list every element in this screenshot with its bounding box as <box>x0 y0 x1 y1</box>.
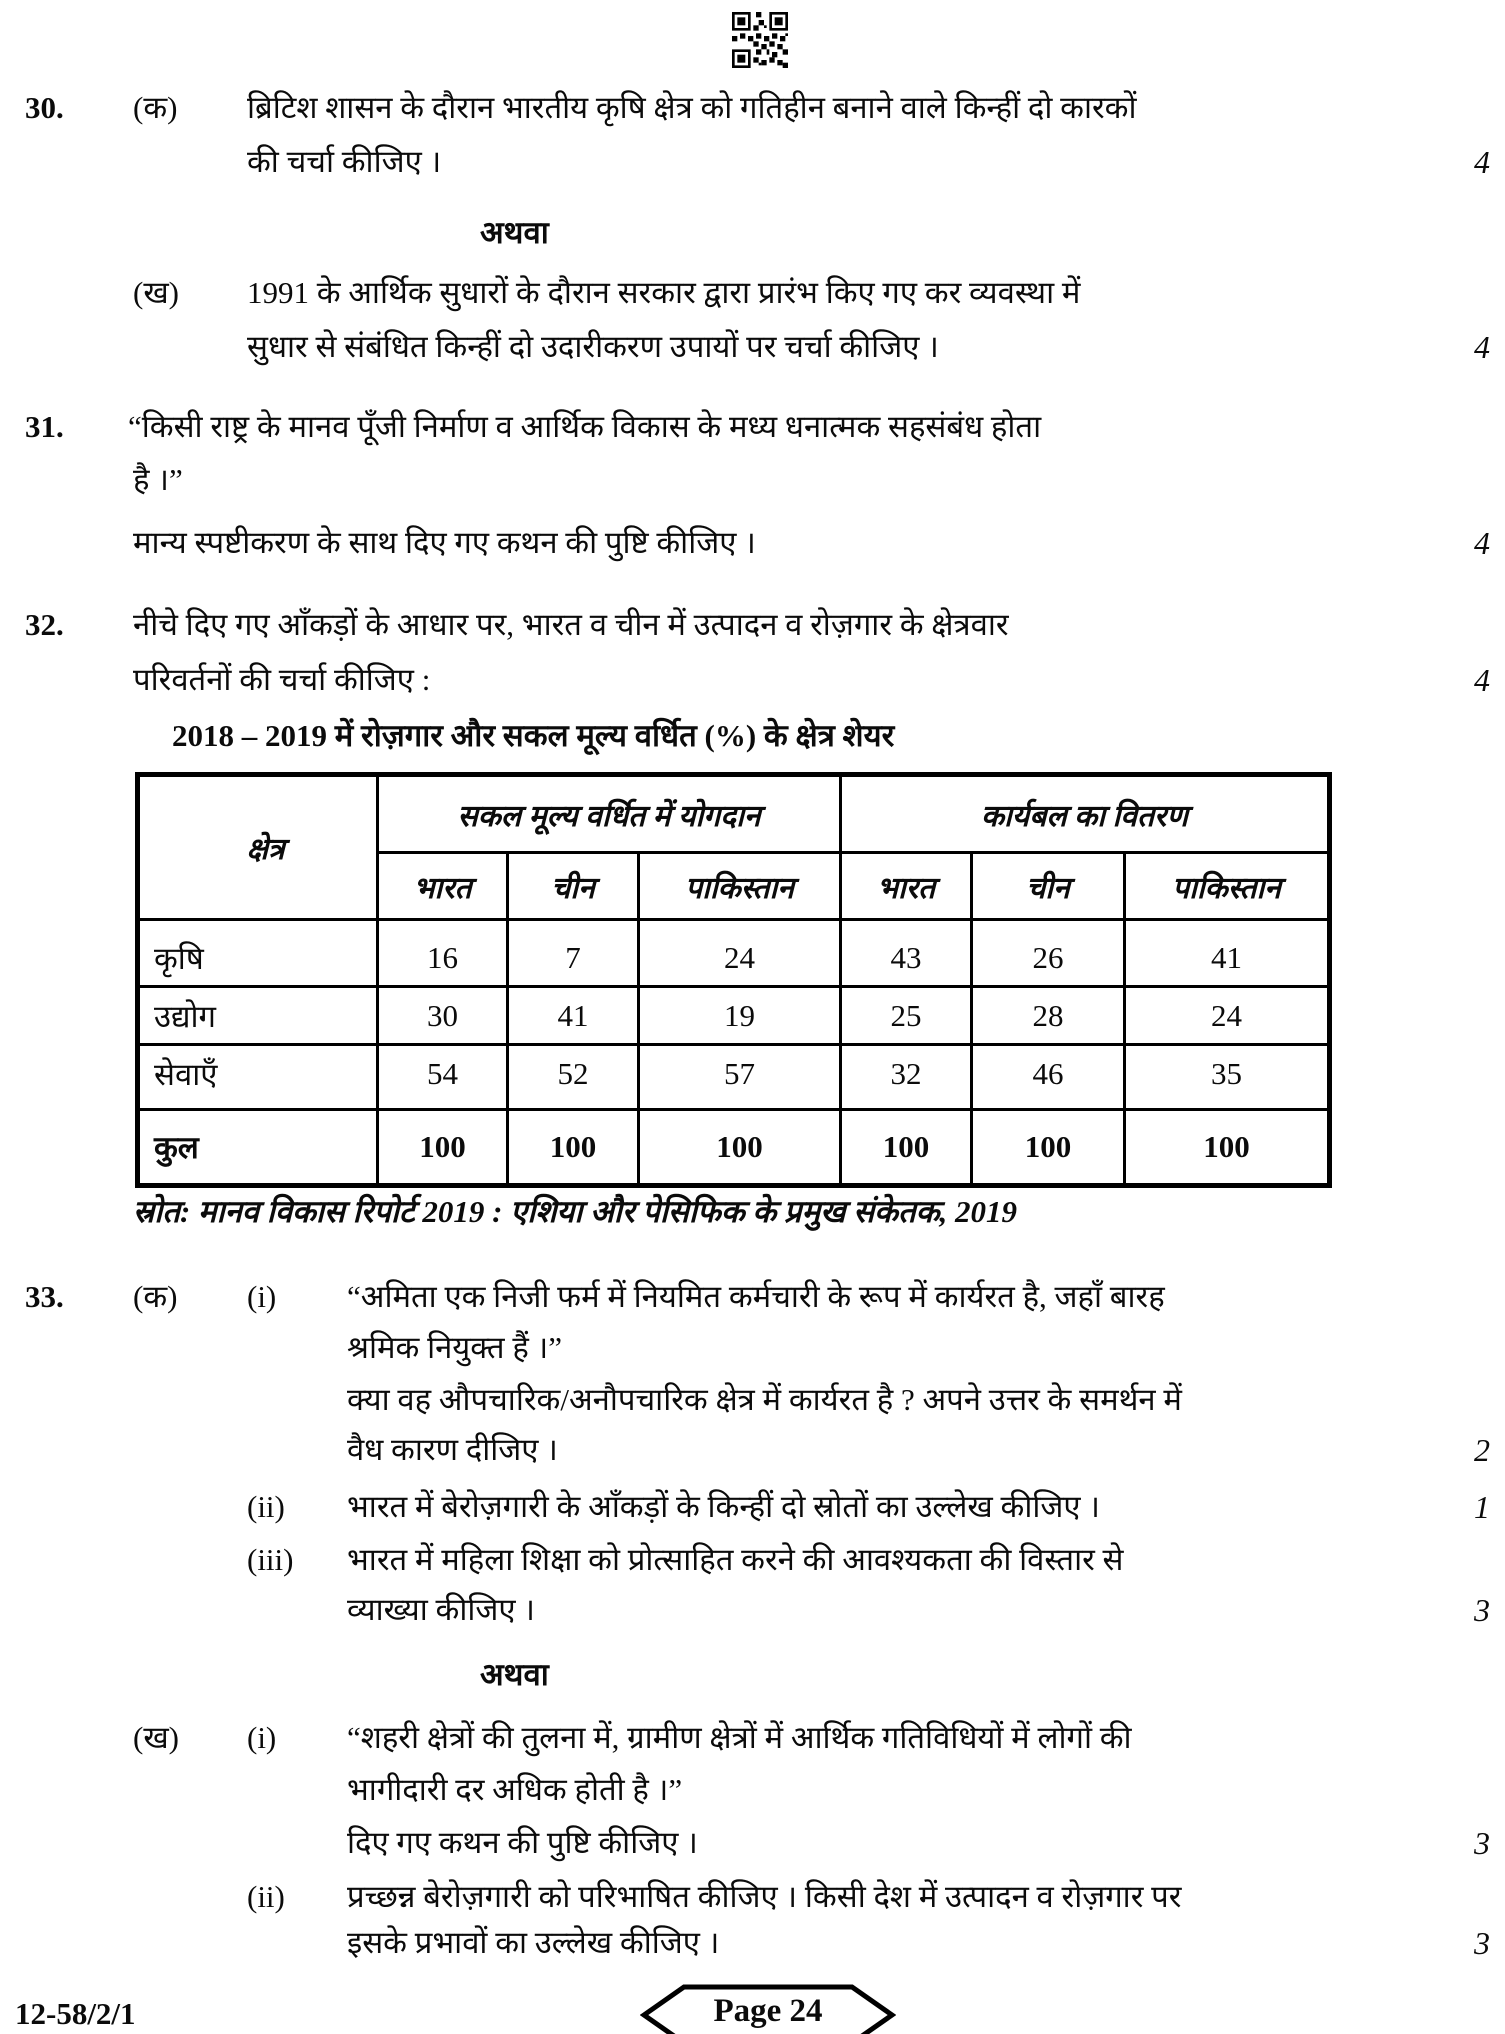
marks-badge: 3 <box>1474 1825 1490 1861</box>
question-line: की चर्चा कीजिए । <box>247 144 442 179</box>
or-separator: अथवा <box>480 215 549 250</box>
subpart-label: (ii) <box>247 1489 285 1524</box>
question-line: “शहरी क्षेत्रों की तुलना में, ग्रामीण क्षेत्रों में आर्थिक गतिविधियों में लोगों की <box>347 1720 1132 1755</box>
question-line: क्या वह औपचारिक/अनौपचारिक क्षेत्र में कार्यरत है ? अपने उत्तर के समर्थन में <box>347 1382 1182 1417</box>
marks-badge: 4 <box>1474 144 1490 180</box>
table-cell: 41 <box>508 987 639 1045</box>
table-header-workforce: कार्यबल का वितरण <box>841 775 1330 853</box>
table-cell: 46 <box>972 1045 1125 1110</box>
table-cell: 28 <box>972 987 1125 1045</box>
question-line: 1991 के आर्थिक सुधारों के दौरान सरकार द्वारा प्रारंभ किए गए कर व्यवस्था में <box>247 275 1081 310</box>
table-cell: 19 <box>639 987 841 1045</box>
table-cell: 24 <box>1125 987 1330 1045</box>
sector-share-table <box>135 772 1327 1188</box>
question-line: भागीदारी दर अधिक होती है ।” <box>347 1772 683 1807</box>
subpart-label: (i) <box>247 1720 277 1755</box>
table-cell: 16 <box>378 920 508 987</box>
marks-badge: 4 <box>1474 329 1490 365</box>
table-cell: 41 <box>1125 920 1330 987</box>
paper-code: 12-58/2/1 <box>15 1996 136 2031</box>
subpart-label: (iii) <box>247 1542 294 1577</box>
marks-badge: 2 <box>1474 1432 1490 1468</box>
table-cell: 32 <box>841 1045 972 1110</box>
question-number: 32. <box>25 607 64 642</box>
question-line: भारत में महिला शिक्षा को प्रोत्साहित करने की आवश्यकता की विस्तार से <box>347 1542 1124 1577</box>
table-row-label: उद्योग <box>138 987 378 1045</box>
table-cell: 30 <box>378 987 508 1045</box>
table-cell: 100 <box>508 1110 639 1186</box>
question-number: 31. <box>25 409 64 444</box>
or-separator: अथवा <box>480 1657 549 1692</box>
question-line: “अमिता एक निजी फर्म में नियमित कर्मचारी के रूप में कार्यरत है, जहाँ बारह <box>347 1279 1165 1314</box>
qr-code <box>730 12 790 68</box>
table-cell: 100 <box>972 1110 1125 1186</box>
table-cell: 100 <box>639 1110 841 1186</box>
question-line: श्रमिक नियुक्त हैं ।” <box>347 1330 563 1365</box>
question-line: परिवर्तनों की चर्चा कीजिए : <box>133 662 431 697</box>
table-cell: 24 <box>639 920 841 987</box>
table-cell: 57 <box>639 1045 841 1110</box>
question-line: प्रच्छन्न बेरोज़गारी को परिभाषित कीजिए । किसी देश में उत्पादन व रोज़गार पर <box>347 1879 1182 1914</box>
part-label-kha: (ख) <box>133 275 180 310</box>
subpart-label: (ii) <box>247 1879 285 1914</box>
table-header-country: पाकिस्तान <box>639 853 841 920</box>
table-cell: 52 <box>508 1045 639 1110</box>
part-label-kha: (ख) <box>133 1720 180 1755</box>
question-line: सुधार से संबंधित किन्हीं दो उदारीकरण उपायों पर चर्चा कीजिए । <box>247 329 939 364</box>
question-line: नीचे दिए गए आँकड़ों के आधार पर, भारत व चीन में उत्पादन व रोज़गार के क्षेत्रवार <box>133 607 1009 642</box>
marks-badge: 1 <box>1474 1489 1490 1525</box>
table-header-gva: सकल मूल्य वर्धित में योगदान <box>378 775 841 853</box>
table-cell: 26 <box>972 920 1125 987</box>
question-line: मान्य स्पष्टीकरण के साथ दिए गए कथन की पुष्टि कीजिए । <box>133 525 756 560</box>
page-number-label: Page 24 <box>713 1993 823 2029</box>
subpart-label: (i) <box>247 1279 277 1314</box>
question-line: इसके प्रभावों का उल्लेख कीजिए । <box>347 1925 720 1960</box>
table-row-label: सेवाएँ <box>138 1045 378 1110</box>
table-title: 2018 – 2019 में रोज़गार और सकल मूल्य वर्धित (%) के क्षेत्र शेयर <box>172 718 895 753</box>
table-total-label: कुल <box>138 1110 378 1186</box>
table-header-country: भारत <box>378 853 508 920</box>
table-cell: 100 <box>841 1110 972 1186</box>
table-header-country: चीन <box>508 853 639 920</box>
question-line: ब्रिटिश शासन के दौरान भारतीय कृषि क्षेत्र को गतिहीन बनाने वाले किन्हीं दो कारकों <box>247 90 1137 125</box>
marks-badge: 4 <box>1474 525 1490 561</box>
table-header-country: पाकिस्तान <box>1125 853 1330 920</box>
question-line: दिए गए कथन की पुष्टि कीजिए । <box>347 1825 698 1860</box>
source-note: स्रोत: मानव विकास रिपोर्ट 2019 : एशिया और पेसिफिक के प्रमुख संकेतक, 2019 <box>133 1194 1017 1229</box>
question-number: 30. <box>25 90 64 125</box>
table-cell: 7 <box>508 920 639 987</box>
table-cell: 35 <box>1125 1045 1330 1110</box>
question-number: 33. <box>25 1279 64 1314</box>
table-header-country: भारत <box>841 853 972 920</box>
table-header-country: चीन <box>972 853 1125 920</box>
table-cell: 100 <box>378 1110 508 1186</box>
question-line: है ।” <box>133 462 183 497</box>
marks-badge: 3 <box>1474 1592 1490 1628</box>
table-header-sector: क्षेत्र <box>138 775 378 920</box>
part-label-ka: (क) <box>133 90 178 125</box>
table-cell: 25 <box>841 987 972 1045</box>
page-number-badge <box>640 1984 896 2034</box>
question-line: व्याख्या कीजिए । <box>347 1592 536 1627</box>
question-line: वैध कारण दीजिए । <box>347 1432 558 1467</box>
marks-badge: 3 <box>1474 1925 1490 1961</box>
marks-badge: 4 <box>1474 662 1490 698</box>
part-label-ka: (क) <box>133 1279 178 1314</box>
table-row-label: कृषि <box>138 920 378 987</box>
question-line: “किसी राष्ट्र के मानव पूँजी निर्माण व आर्थिक विकास के मध्य धनात्मक सहसंबंध होता <box>128 409 1042 444</box>
question-line: भारत में बेरोज़गारी के आँकड़ों के किन्हीं दो स्रोतों का उल्लेख कीजिए । <box>347 1489 1101 1524</box>
table-cell: 54 <box>378 1045 508 1110</box>
table-cell: 100 <box>1125 1110 1330 1186</box>
table-cell: 43 <box>841 920 972 987</box>
